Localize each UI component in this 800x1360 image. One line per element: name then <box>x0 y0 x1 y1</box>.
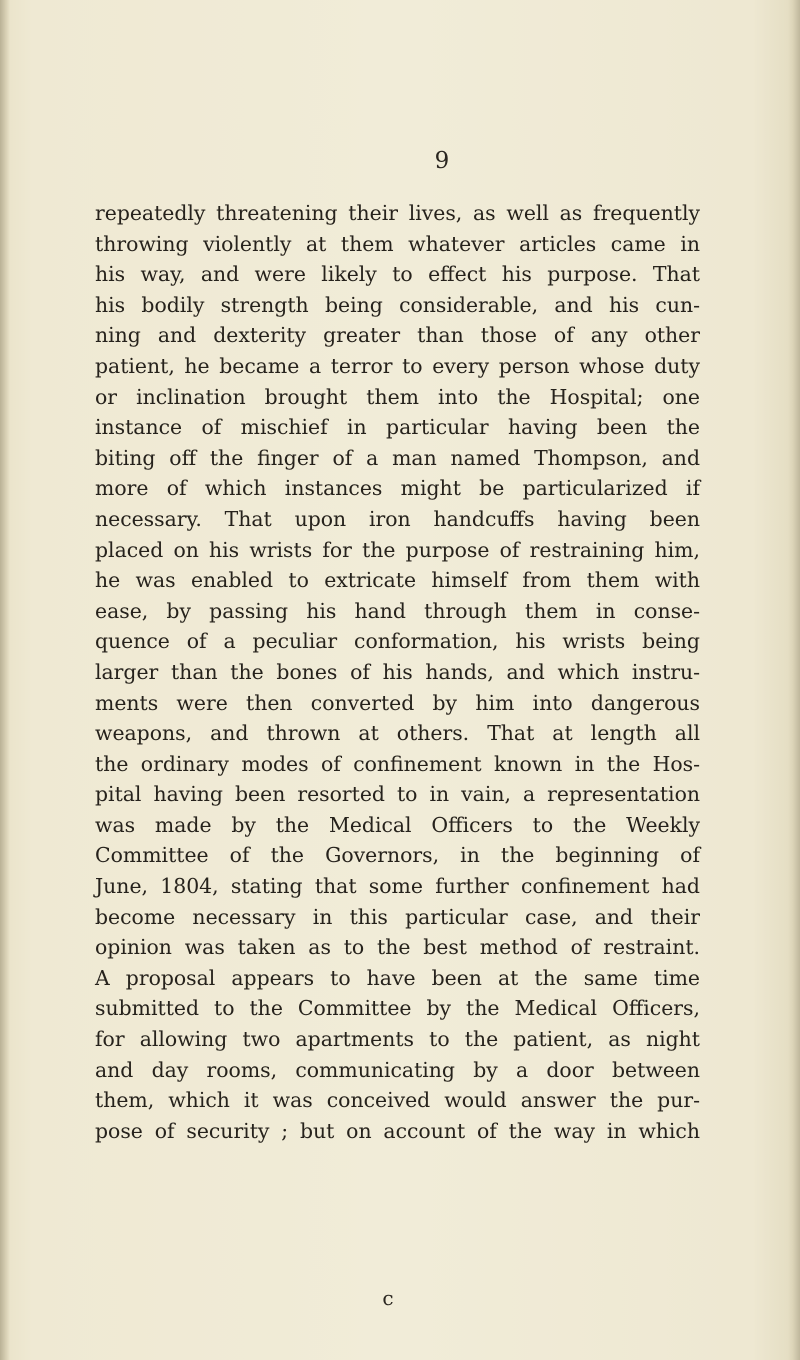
text-line: was made by the Medical Officers to the Weekly <box>95 812 700 837</box>
text-line: ments were then converted by him into dangerous <box>95 690 700 715</box>
signature-mark: c <box>382 1286 394 1310</box>
text-line: weapons, and thrown at others. That at length all <box>95 721 700 746</box>
text-line: instance of mischief in particular having been the <box>95 415 700 440</box>
text-line: repeatedly threatening their lives, as well as frequently <box>95 201 700 225</box>
text-line: quence of a peculiar conformation, his wrists being <box>95 629 700 654</box>
text-line: become necessary in this particular case, and their <box>95 904 700 929</box>
text-line: placed on his wrists for the purpose of restraining him, <box>95 537 700 562</box>
text-line: larger than the bones of his hands, and which instru- <box>95 659 700 684</box>
text-line: the ordinary modes of confinement known in the Hos- <box>95 751 700 776</box>
text-line: throwing violently at them whatever articles came in <box>95 231 700 256</box>
text-line: ning and dexterity greater than those of any other <box>95 323 700 348</box>
text-line: his way, and were likely to effect his purpose. That <box>95 262 700 287</box>
text-line: them, which it was conceived would answer the pur- <box>95 1088 700 1113</box>
page-left-edge <box>0 0 10 1360</box>
text-line: necessary. That upon iron handcuffs having been <box>95 506 700 531</box>
page-right-edge <box>788 0 800 1360</box>
text-line: pose of security ; but on account of the way in which <box>95 1118 700 1143</box>
text-line: submitted to the Committee by the Medical Officers, <box>95 996 700 1021</box>
text-line: ease, by passing his hand through them in conse- <box>95 598 700 623</box>
text-line: June, 1804, stating that some further confinement had <box>95 874 700 899</box>
text-line: more of which instances might be particularized if <box>95 476 700 501</box>
text-line: Committee of the Governors, in the beginning of <box>95 843 700 868</box>
text-line: patient, he became a terror to every person whose duty <box>95 353 700 378</box>
page-number: 9 <box>434 148 450 174</box>
text-line: opinion was taken as to the best method of restraint. <box>95 935 700 960</box>
text-line: he was enabled to extricate himself from them with <box>95 568 700 593</box>
text-line: A proposal appears to have been at the same time <box>95 965 700 990</box>
text-line: or inclination brought them into the Hospital; one <box>95 384 700 409</box>
text-line: pital having been resorted to in vain, a representation <box>95 782 700 807</box>
text-line: for allowing two apartments to the patient, as night <box>95 1027 700 1052</box>
body-paragraph <box>95 198 700 1146</box>
text-line: his bodily strength being considerable, and his cun- <box>95 292 700 317</box>
text-line: and day rooms, communicating by a door between <box>95 1057 700 1082</box>
text-line: biting off the finger of a man named Thompson, and <box>95 445 700 470</box>
